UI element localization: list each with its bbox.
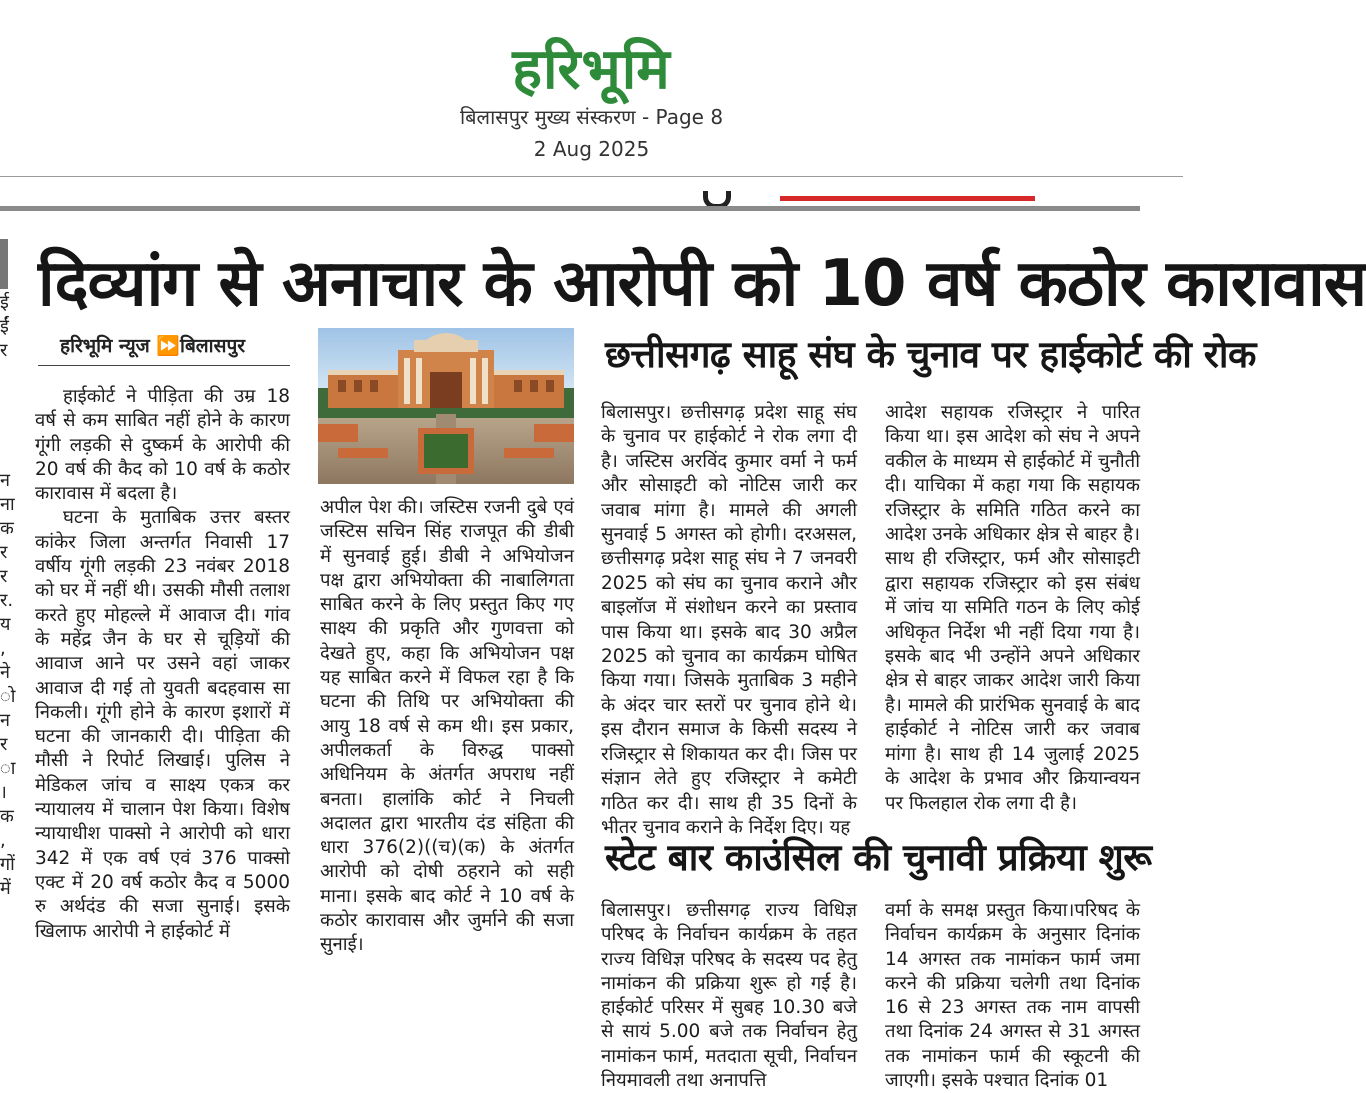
edge-marker bbox=[0, 239, 8, 289]
newspaper-page bbox=[0, 177, 1366, 1092]
edge-fragment: य bbox=[0, 614, 11, 635]
article1-paragraph: घटना के मुताबिक उत्तर बस्तर कांकेर जिला अन्तर्गत निवासी 17 वर्षीय गूंगी लड़की 23 नवंबर 2018 को घर में नहीं थी। उसकी मौसी तलाश करते हुए मोहल्ले में आवाज दी। गांव के महेंद्र जैन के घर से चूड़ियों की आवाज आने पर उसने वहां जाकर आवाज दी गई तो युवती बदहवास सा निकली। गूंगी होने के कारण इशारों में घटना की जानकारी दी। पीड़िता की मौसी ने रिपोर्ट लिखाई। पुलिस ने मेडिकल जांच व साक्ष्य एकत्र कर न्यायालय में चालान पेश किया। विशेष न्यायाधीश पाक्सो ने आरोपी को धारा 342 में एक वर्ष एवं 376 पाक्सो एक्ट में 20 वर्ष कठोर कैद व 5000 रु अर्थदंड की सजा सुनाई। इसके खिलाफ आरोपी ने हाईकोर्ट में bbox=[35, 507, 290, 942]
article1-paragraph: अपील पेश की। जस्टिस रजनी दुबे एवं जस्टिस सचिन सिंह राजपूत की डीबी में सुनवाई हुई। डीबी ने अभियोजन पक्ष द्वारा अभियोक्ता की नाबालिगता साबित करने के लिए प्रस्तुत किए गए साक्ष्य की प्रकृति और गुणवत्ता को देखते हुए, कहा कि अभियोजन पक्ष यह साबित करने में विफल रहा है कि घटना की तिथि पर अभियोक्ता की आयु 18 वर्ष से कम थी। इस प्रकार, अपीलकर्ता के विरुद्ध पाक्सो अधिनियम के अंतर्गत अपराध नहीं बनता। हालांकि कोर्ट ने निचली अदालत द्वारा भारतीय दंड संहिता की धारा 376(2)((च)(क) के अंतर्गत आरोपी को दोषी ठहराने को सही माना। इसके बाद कोर्ट ने 10 वर्ष के कठोर कारावास और जुर्माने की सजा सुनाई। bbox=[320, 497, 574, 956]
edge-fragment: ा bbox=[0, 758, 16, 779]
article2-column-1 bbox=[601, 401, 857, 838]
edge-fragment: ना bbox=[0, 494, 15, 515]
edge-fragment: क bbox=[0, 806, 14, 827]
section-top-rule bbox=[0, 206, 1140, 211]
edge-fragment: न bbox=[0, 710, 10, 731]
article2-paragraph: आदेश सहायक रजिस्ट्रार ने पारित किया था। इस आदेश को संघ ने अपने वकील के माध्यम से हाईकोर्ट में चुनौती दी। याचिका में कहा गया कि सहायक रजिस्ट्रार के समिति गठित करने का आदेश उनके अधिकार क्षेत्र से बाहर है। साथ ही रजिस्ट्रार, फर्म और सोसाइटी द्वारा सहायक रजिस्ट्रार को इस संबंध में जांच या समिति गठन के लिए कोई अधिकृत निर्देश भी नहीं दिया गया है। इसके बाद भी उन्होंने अपने अधिकार क्षेत्र से बाहर जाकर आदेश जारी किया है। मामले की प्रारंभिक सुनवाई के बाद हाईकोर्ट ने नोटिस जारी कर जवाब मांगा है। साथ ही 14 जुलाई 2025 के आदेश के प्रभाव और क्रियान्वयन पर फिलहाल रोक लगा दी है। bbox=[885, 402, 1140, 814]
edition-date: 2 Aug 2025 bbox=[533, 137, 650, 161]
edge-fragment: , bbox=[0, 830, 6, 851]
edge-fragment-column bbox=[0, 291, 14, 363]
edge-fragment: गों bbox=[0, 854, 15, 875]
edge-fragment: र bbox=[0, 340, 8, 361]
edge-fragment: ईं bbox=[0, 316, 9, 337]
article2-headline: छत्तीसगढ़ साहू संघ के चुनाव पर हाईकोर्ट की रोक bbox=[605, 333, 1256, 376]
edge-fragment: ो bbox=[0, 686, 16, 707]
edge-fragment: ई bbox=[0, 292, 9, 313]
article3-paragraph: बिलासपुर। छत्तीसगढ़ राज्य विधिज्ञ परिषद के निर्वाचन कार्यक्रम के तहत राज्य विधिज्ञ परिषद के सदस्य पद हेतु नामांकन की प्रक्रिया शुरू हो गई है। हाईकोर्ट परिसर में सुबह 10.30 बजे से सायं 5.00 बजे तक निर्वाचन हेतु नामांकन फार्म, मतदाता सूची, निर्वाचन नियमावली तथा अनापत्ति bbox=[601, 900, 857, 1092]
article3-headline: स्टेट बार काउंसिल की चुनावी प्रक्रिया शुरू bbox=[605, 836, 1152, 879]
high-court-photo bbox=[318, 328, 574, 484]
red-rule bbox=[780, 196, 1035, 201]
article3-column-1 bbox=[601, 899, 857, 1092]
edge-fragment: न bbox=[0, 470, 10, 491]
edge-fragment: र. bbox=[0, 590, 14, 611]
article3-column-2 bbox=[885, 899, 1140, 1092]
article2-column-2 bbox=[885, 401, 1140, 821]
edge-fragment: ने bbox=[0, 662, 10, 683]
edition-label: बिलासपुर मुख्य संस्करण - Page 8 bbox=[459, 105, 724, 129]
newspaper-logo: हरिभूमि bbox=[512, 37, 671, 102]
article3-paragraph: वर्मा के समक्ष प्रस्तुत किया।परिषद के निर्वाचन कार्यक्रम के अनुसार दिनांक 14 अगस्त तक नामांकन फार्म जमा करने की प्रक्रिया चलेगी तथा दिनांक 16 से 23 अगस्त तक नाम वापसी तथा दिनांक 24 अगस्त से 31 अगस्त तक नामांकन फार्म की स्कूटनी की जाएगी। इसके पश्चात दिनांक 01 bbox=[885, 900, 1140, 1092]
byline: हरिभूमि न्यूज ⏩बिलासपुर bbox=[60, 335, 246, 357]
main-headline: दिव्यांग से अनाचार के आरोपी को 10 वर्ष कठोर कारावास bbox=[38, 247, 1366, 321]
edge-fragment: में bbox=[0, 878, 11, 899]
article1-column-2 bbox=[320, 496, 574, 1074]
article2-paragraph: बिलासपुर। छत्तीसगढ़ प्रदेश साहू संघ के चुनाव पर हाईकोर्ट ने रोक लगा दी है। जस्टिस अरविंद कुमार वर्मा ने फर्म और सोसाइटी को नोटिस जारी कर जवाब मांगा है। मामले की अगली सुनवाई 5 अगस्त को होगी। दरअसल, छत्तीसगढ़ प्रदेश साहू संघ ने 7 जनवरी 2025 को संघ का चुनाव कराने और बाइलॉज में संशोधन करने का प्रस्ताव पास किया था। इसके बाद 30 अप्रैल 2025 को चुनाव का कार्यक्रम घोषित किया गया। जिसके मुताबिक 3 महीने के अंदर चार स्तरों पर चुनाव होने थे। इस दौरान समाज के किसी सदस्य ने रजिस्ट्रार से शिकायत कर दी। जिस पर संज्ञान लेते हुए रजिस्ट्रार ने कमेटी गठित कर दी। साथ ही 35 दिनों के भीतर चुनाव कराने के निर्देश दिए। यह bbox=[601, 402, 857, 838]
byline-rule bbox=[38, 365, 290, 366]
article1-paragraph: हाईकोर्ट ने पीड़िता की उम्र 18 वर्ष से कम साबित नहीं होने के कारण गूंगी लड़की से दुष्कर्म के आरोपी की 20 वर्ष की कैद को 10 वर्ष के कठोर कारावास में बदला है। bbox=[35, 386, 290, 505]
edge-fragment: र bbox=[0, 566, 8, 587]
edge-fragment: क bbox=[0, 518, 14, 539]
edge-fragment: र bbox=[0, 542, 8, 563]
edge-fragment-column-2 bbox=[0, 469, 14, 901]
high-court-building-image bbox=[318, 328, 574, 484]
article1-column-1 bbox=[35, 385, 290, 1074]
edge-fragment: । bbox=[0, 782, 7, 803]
edge-fragment: र bbox=[0, 734, 8, 755]
edge-fragment: , bbox=[0, 638, 6, 659]
